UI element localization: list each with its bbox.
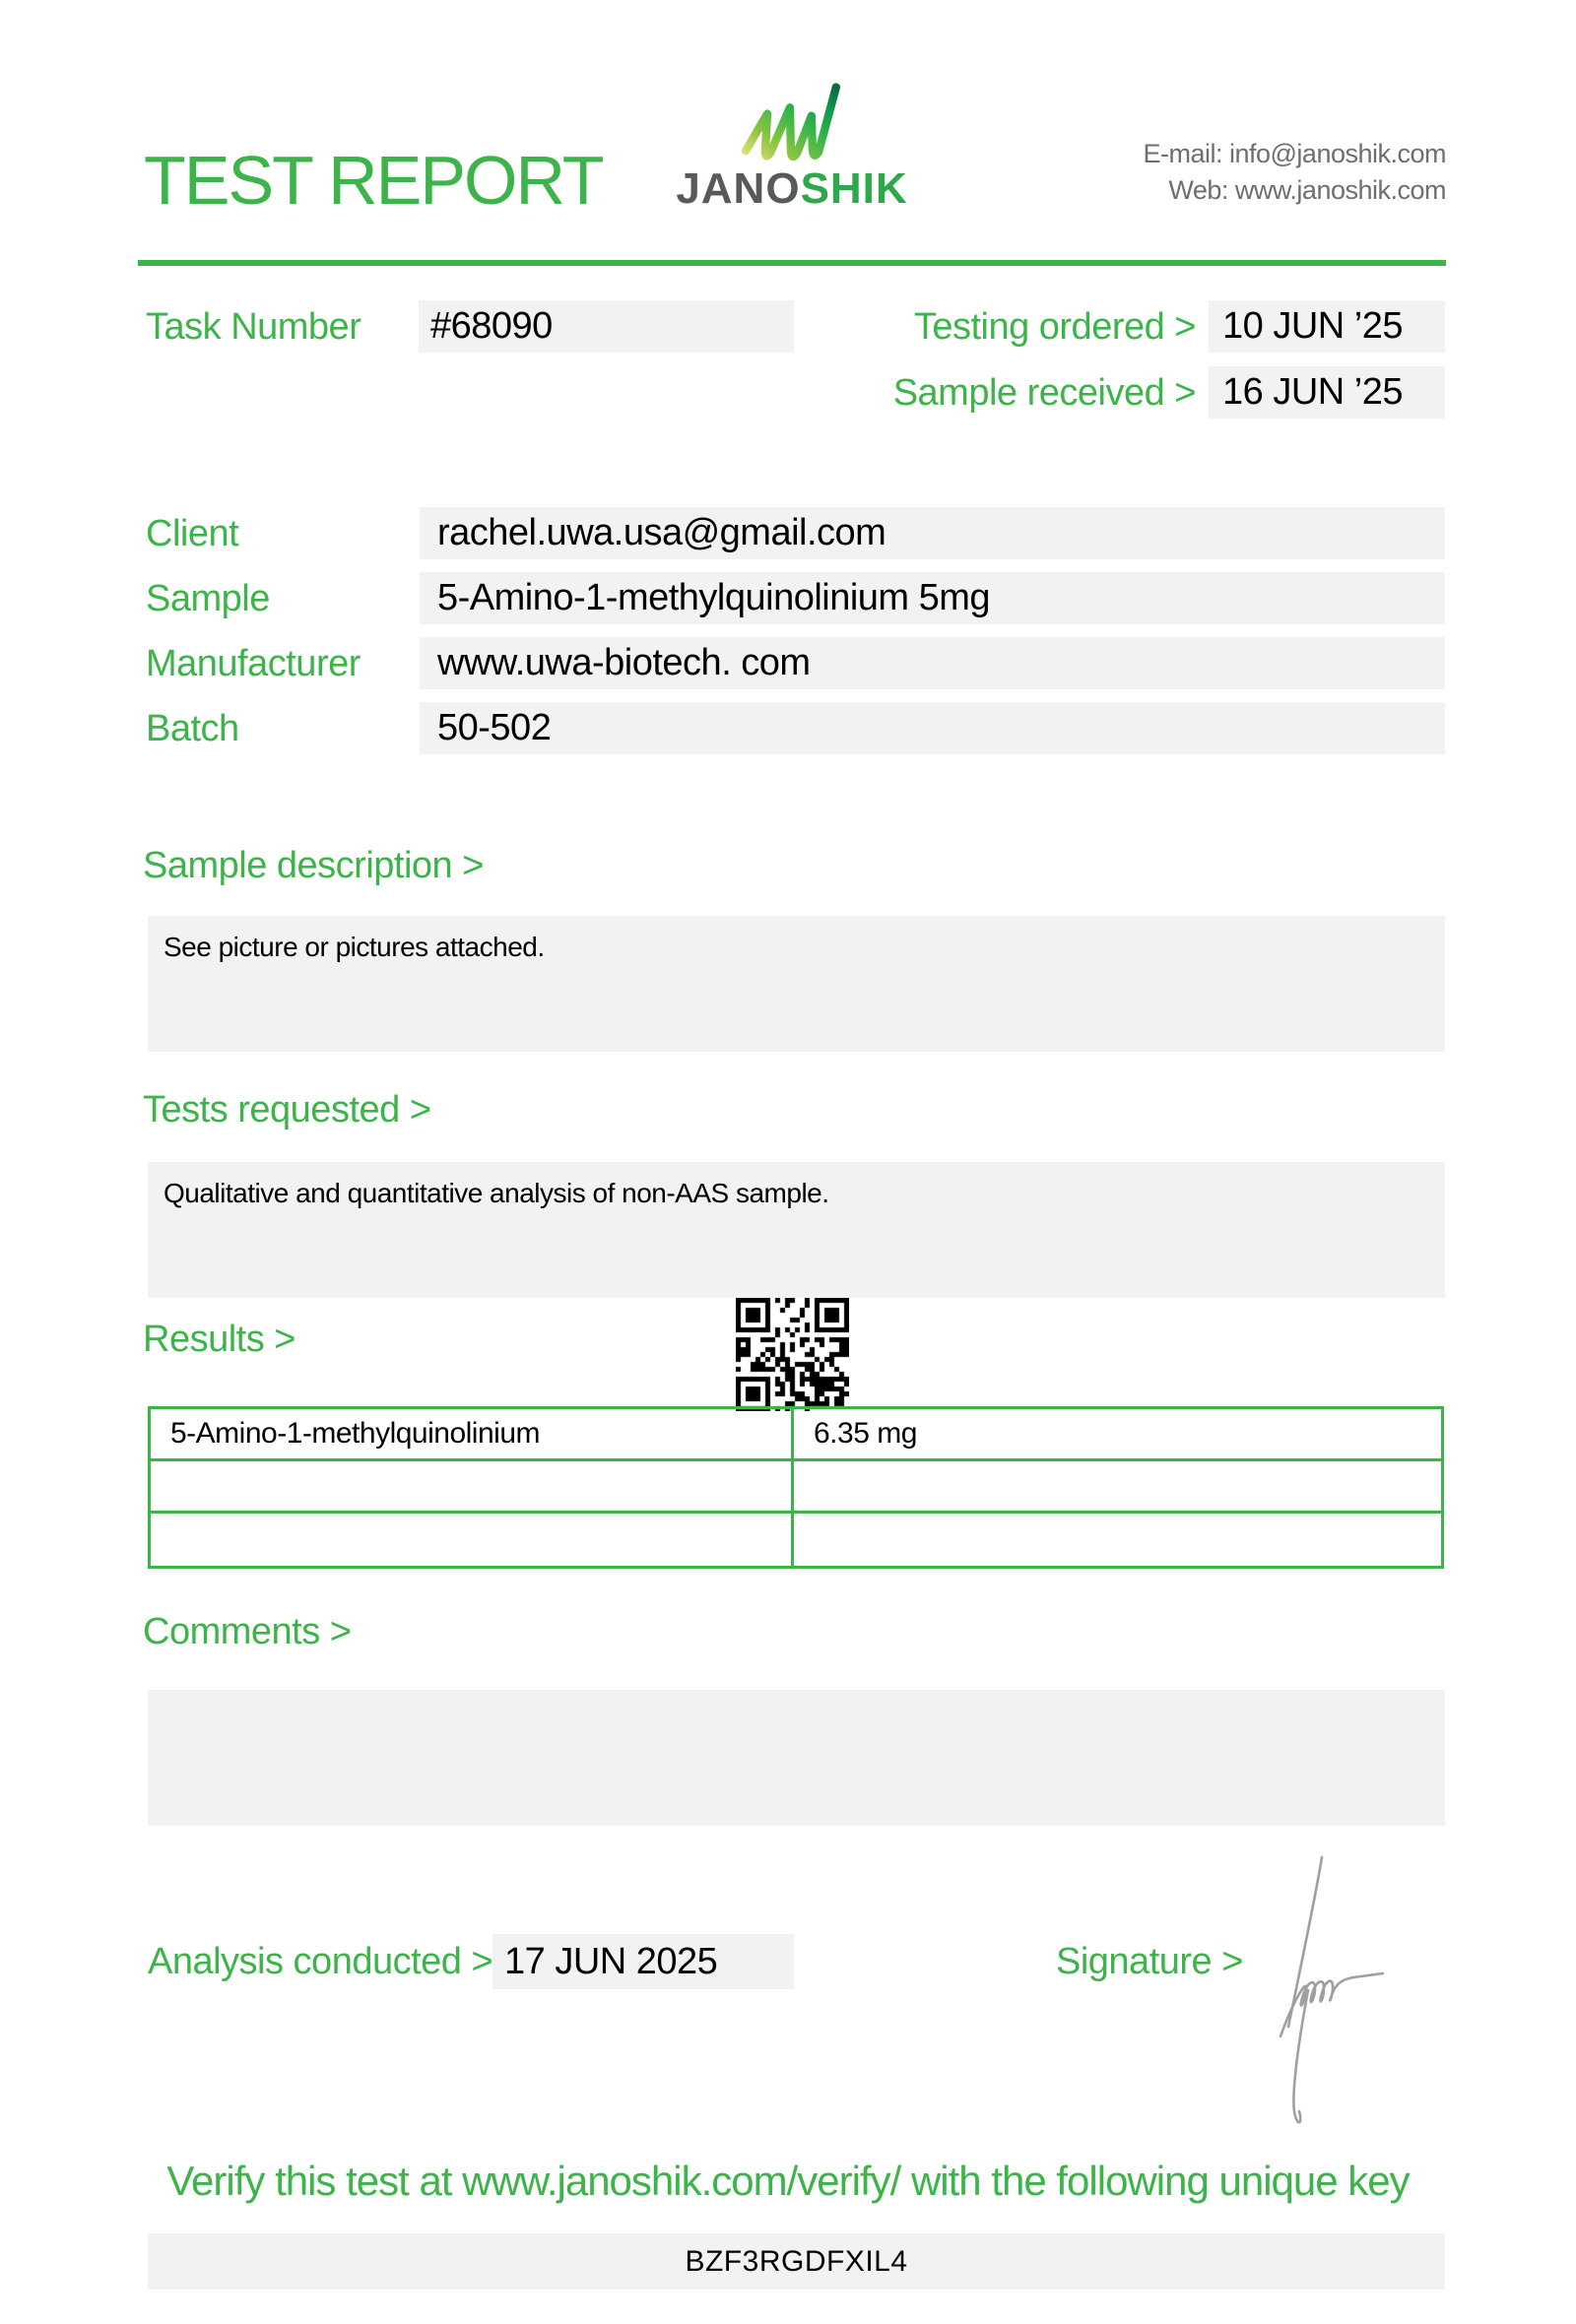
signature-label: Signature > xyxy=(1056,1941,1243,1982)
web-value: www.janoshik.com xyxy=(1234,175,1446,205)
contact-web-line xyxy=(1143,172,1446,209)
results-table xyxy=(148,1406,1444,1569)
email-value: info@janoshik.com xyxy=(1228,139,1446,168)
sample-value: 5-Amino-1-methylquinolinium 5mg xyxy=(437,577,991,618)
testing-ordered-value: 10 JUN ’25 xyxy=(1222,305,1403,347)
janoshik-logo xyxy=(676,75,908,211)
comments-heading: Comments > xyxy=(143,1611,352,1652)
result-substance: 5-Amino-1-methylquinolinium xyxy=(151,1409,794,1458)
task-number-label: Task Number xyxy=(146,306,361,348)
sample-received-box xyxy=(1209,366,1445,419)
results-row xyxy=(151,1409,1441,1461)
testing-ordered-box xyxy=(1209,300,1445,353)
sample-value-box xyxy=(420,572,1445,624)
header-divider xyxy=(138,260,1446,266)
client-row xyxy=(146,507,1446,559)
sample-label: Sample xyxy=(146,577,270,619)
qr-code xyxy=(736,1298,849,1411)
tests-requested-heading: Tests requested > xyxy=(143,1089,431,1130)
logo-word-shik: SHIK xyxy=(800,164,908,213)
batch-value: 50-502 xyxy=(437,707,552,748)
tests-requested-body: Qualitative and quantitative analysis of non-AAS sample. xyxy=(164,1178,829,1208)
analysis-date-value: 17 JUN 2025 xyxy=(504,1941,718,1982)
sample-row xyxy=(146,572,1446,624)
batch-value-box xyxy=(420,702,1445,754)
manufacturer-label: Manufacturer xyxy=(146,642,361,684)
results-row xyxy=(151,1461,1441,1514)
analysis-conducted-label: Analysis conducted > xyxy=(148,1941,493,1982)
contact-block xyxy=(1143,136,1446,209)
results-row xyxy=(151,1514,1441,1566)
sample-description-box xyxy=(148,916,1445,1052)
comments-box xyxy=(148,1690,1445,1826)
email-label: E-mail: xyxy=(1143,139,1222,168)
comments-body xyxy=(148,1690,1445,1706)
manufacturer-value-box xyxy=(420,637,1445,689)
client-label: Client xyxy=(146,512,239,554)
batch-row xyxy=(146,702,1446,754)
sample-received-value: 16 JUN ’25 xyxy=(1222,371,1403,413)
result-amount xyxy=(794,1461,1441,1511)
task-number-value: #68090 xyxy=(430,305,553,347)
client-value-box xyxy=(420,507,1445,559)
results-heading: Results > xyxy=(143,1319,296,1360)
result-substance xyxy=(151,1514,794,1566)
analysis-date-box xyxy=(492,1934,794,1989)
signature-image xyxy=(1259,1843,1436,2134)
task-number-value-box xyxy=(419,300,794,353)
result-amount: 6.35 mg xyxy=(814,1417,917,1450)
manufacturer-value: www.uwa-biotech. com xyxy=(437,642,811,683)
sample-received-label: Sample received > xyxy=(892,372,1196,414)
page-title: TEST REPORT xyxy=(144,142,603,219)
tests-requested-box xyxy=(148,1162,1445,1298)
contact-email-line xyxy=(1143,136,1446,172)
result-substance xyxy=(151,1461,794,1511)
testing-ordered-label: Testing ordered > xyxy=(913,306,1196,348)
logo-word-jano: JANO xyxy=(676,164,801,213)
web-label: Web: xyxy=(1168,175,1228,205)
client-value: rachel.uwa.usa@gmail.com xyxy=(437,512,886,553)
unique-key-value: BZF3RGDFXIL4 xyxy=(685,2245,908,2278)
growth-chart-icon xyxy=(735,75,849,171)
batch-label: Batch xyxy=(146,707,239,749)
manufacturer-row xyxy=(146,637,1446,689)
verify-instruction: Verify this test at www.janoshik.com/verify/ with the following unique key xyxy=(166,2158,1410,2204)
sample-description-body: See picture or pictures attached. xyxy=(164,932,545,962)
result-amount xyxy=(794,1514,1441,1566)
logo-wordmark xyxy=(676,164,908,213)
sample-description-heading: Sample description > xyxy=(143,845,484,886)
unique-key-box xyxy=(148,2233,1445,2290)
